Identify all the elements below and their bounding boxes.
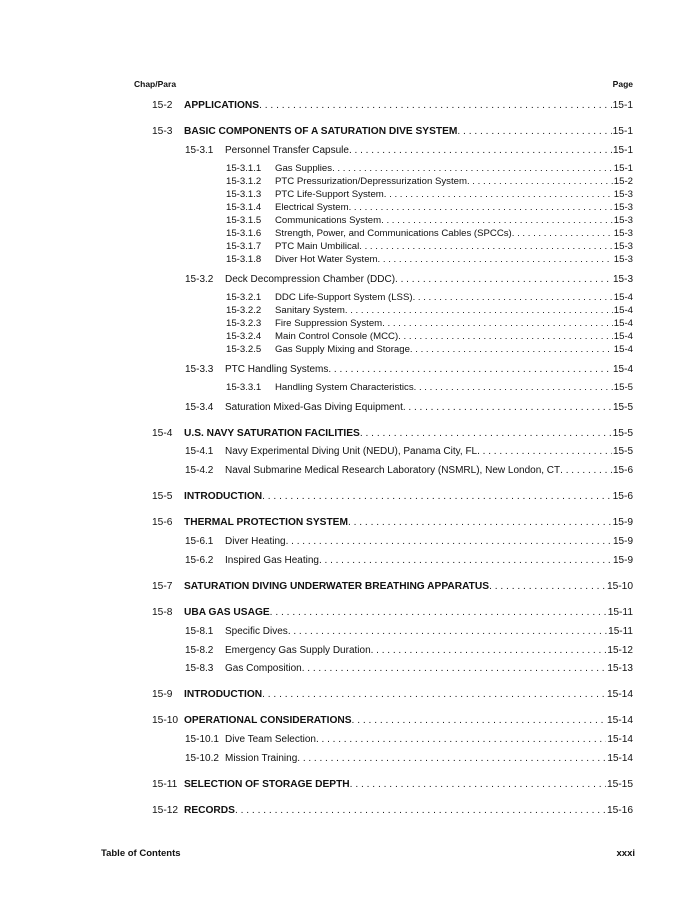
toc-entry-title: Gas Supplies <box>275 163 333 174</box>
toc-entry[interactable] <box>185 644 633 656</box>
toc-entry[interactable] <box>152 688 633 700</box>
dot-leader <box>359 241 613 252</box>
toc-entry[interactable] <box>152 804 633 816</box>
toc-entry[interactable] <box>152 99 633 111</box>
toc-entry[interactable] <box>152 427 633 439</box>
toc-entry-number: 15-8.2 <box>185 645 214 656</box>
toc-entry-page: 15-10 <box>606 581 633 592</box>
dot-leader <box>286 536 612 547</box>
toc-entry[interactable] <box>226 176 633 187</box>
dot-leader <box>489 581 606 592</box>
toc-entry-number: 15-9 <box>152 689 173 700</box>
toc-entry-page: 15-3 <box>613 254 633 265</box>
toc-entry-page: 15-14 <box>607 753 633 764</box>
dot-leader <box>382 318 613 329</box>
toc-entry-title: THERMAL PROTECTION SYSTEM <box>184 517 348 528</box>
toc-entry-title: Main Control Console (MCC) <box>275 331 399 342</box>
toc-entry-page: 15-4 <box>613 292 633 303</box>
toc-entry-number: 15-8 <box>152 607 173 618</box>
toc-entry-number: 15-3.3.1 <box>226 382 262 393</box>
dot-leader <box>350 779 606 790</box>
toc-entry[interactable] <box>152 778 633 790</box>
toc-entry-number: 15-12 <box>152 805 179 816</box>
toc-entry-number: 15-6.1 <box>185 536 214 547</box>
toc-entry-title: Naval Submarine Medical Research Laboratory (NSMRL), New London, CT <box>225 465 561 476</box>
toc-entry[interactable] <box>185 752 633 764</box>
toc-entry-title: Dive Team Selection <box>225 734 316 745</box>
toc-entry-page: 15-11 <box>607 607 633 618</box>
toc-entry-number: 15-7 <box>152 581 173 592</box>
toc-entry-number: 15-11 <box>152 779 178 790</box>
toc-entry-title: OPERATIONAL CONSIDERATIONS <box>184 715 352 726</box>
dot-leader <box>302 663 607 674</box>
toc-entry-page: 15-4 <box>613 318 633 329</box>
toc-entry-title: PTC Pressurization/Depressurization System <box>275 176 467 187</box>
toc-entry-title: Mission Training <box>225 753 298 764</box>
toc-entry[interactable] <box>226 163 633 174</box>
dot-leader <box>414 382 613 393</box>
toc-entry-number: 15-6.2 <box>185 555 214 566</box>
toc-entry-number: 15-3.1.6 <box>226 228 262 239</box>
toc-entry[interactable] <box>226 382 633 393</box>
toc-entry[interactable] <box>152 714 633 726</box>
toc-entry[interactable] <box>226 202 633 213</box>
toc-entry-page: 15-3 <box>613 189 633 200</box>
toc-entry-page: 15-9 <box>612 536 633 547</box>
toc-entry-title: Deck Decompression Chamber (DDC) <box>225 274 396 285</box>
toc-entry-number: 15-10.2 <box>185 753 219 764</box>
toc-entry[interactable] <box>226 292 633 303</box>
toc-entry-page: 15-5 <box>613 382 633 393</box>
toc-entry[interactable] <box>226 254 633 265</box>
toc-entry-title: INTRODUCTION <box>184 689 263 700</box>
toc-entry-title: Specific Dives <box>225 626 288 637</box>
toc-entry-page: 15-4 <box>613 344 633 355</box>
toc-entry-number: 15-3.2.3 <box>226 318 262 329</box>
toc-entry-title: Electrical System <box>275 202 349 213</box>
toc-entry[interactable] <box>226 189 633 200</box>
toc-entry-title: Handling System Characteristics <box>275 382 414 393</box>
toc-entry[interactable] <box>185 401 633 413</box>
dot-leader <box>345 305 613 316</box>
dot-leader <box>512 228 613 239</box>
dot-leader <box>316 734 606 745</box>
toc-entry-page: 15-13 <box>607 663 633 674</box>
toc-entry-page: 15-1 <box>612 100 633 111</box>
toc-entry-number: 15-3.1.4 <box>226 202 262 213</box>
toc-entry-number: 15-3.1.2 <box>226 176 262 187</box>
toc-entry-page: 15-5 <box>612 402 633 413</box>
toc-entry-title: RECORDS <box>184 805 235 816</box>
toc-entry-page: 15-14 <box>606 715 633 726</box>
dot-leader <box>235 805 606 816</box>
toc-entry[interactable] <box>152 490 633 502</box>
dot-leader <box>398 331 613 342</box>
toc-entry[interactable] <box>152 580 633 592</box>
dot-leader <box>457 126 611 137</box>
dot-leader <box>395 274 612 285</box>
dot-leader <box>360 428 612 439</box>
toc-entry-page: 15-4 <box>613 331 633 342</box>
toc-entry-page: 15-6 <box>612 491 633 502</box>
toc-entry-page: 15-12 <box>607 645 633 656</box>
toc-entry[interactable] <box>185 464 633 476</box>
toc-entry[interactable] <box>185 662 633 674</box>
toc-entry-title: PTC Main Umbilical <box>275 241 360 252</box>
toc-entry-number: 15-3.4 <box>185 402 214 413</box>
toc-entry-title: Emergency Gas Supply Duration <box>225 645 371 656</box>
toc-entry-number: 15-3.2.2 <box>226 305 262 316</box>
toc-entry-number: 15-3.1.1 <box>226 163 262 174</box>
toc-entry[interactable] <box>226 331 633 342</box>
toc-entry-title: Sanitary System <box>275 305 345 316</box>
toc-entry-title: PTC Handling Systems <box>225 364 329 375</box>
toc-entry[interactable] <box>185 625 633 637</box>
toc-entry-number: 15-3 <box>152 126 173 137</box>
toc-entry-page: 15-11 <box>608 626 633 637</box>
toc-entry-title: Navy Experimental Diving Unit (NEDU), Panama City, FL <box>225 446 478 457</box>
toc-entry[interactable] <box>185 445 633 457</box>
toc-entry-number: 15-3.1.8 <box>226 254 262 265</box>
toc-entry[interactable] <box>226 318 633 329</box>
column-header-page: Page <box>612 79 633 89</box>
toc-entry-title: BASIC COMPONENTS OF A SATURATION DIVE SYSTEM <box>184 126 458 137</box>
toc-entry-title: Saturation Mixed-Gas Diving Equipment <box>225 402 403 413</box>
toc-entry-page: 15-6 <box>612 465 633 476</box>
toc-entry-title: UBA GAS USAGE <box>184 607 270 618</box>
dot-leader <box>381 215 613 226</box>
dot-leader <box>384 189 613 200</box>
toc-entry-number: 15-3.3 <box>185 364 214 375</box>
toc-entry-number: 15-4 <box>152 428 173 439</box>
toc-entry-page: 15-5 <box>612 428 633 439</box>
toc-entry-number: 15-3.1.3 <box>226 189 262 200</box>
toc-entry-title: Diver Hot Water System <box>275 254 378 265</box>
dot-leader <box>349 145 612 156</box>
toc-entry[interactable] <box>185 535 633 547</box>
toc-entry-page: 15-1 <box>612 126 633 137</box>
toc-entry[interactable] <box>152 606 633 618</box>
toc-entry[interactable] <box>226 305 633 316</box>
toc-entry[interactable] <box>185 273 633 285</box>
dot-leader <box>349 202 613 213</box>
dot-leader <box>328 364 612 375</box>
toc-entry-page: 15-16 <box>606 805 633 816</box>
toc-entry[interactable] <box>185 554 633 566</box>
toc-entry[interactable] <box>185 733 633 745</box>
toc-entry[interactable] <box>226 344 633 355</box>
toc-entry-number: 15-6 <box>152 517 173 528</box>
dot-leader <box>352 715 606 726</box>
toc-entry-number: 15-10 <box>152 715 179 726</box>
toc-entry[interactable] <box>185 363 633 375</box>
toc-entry-number: 15-3.1.5 <box>226 215 262 226</box>
footer-title: Table of Contents <box>101 848 181 859</box>
toc-entry-title: Communications System <box>275 215 382 226</box>
dot-leader <box>560 465 612 476</box>
toc-entry-number: 15-5 <box>152 491 173 502</box>
toc-entry-page: 15-3 <box>612 274 633 285</box>
toc-entry-page: 15-14 <box>607 734 633 745</box>
toc-entry-number: 15-3.1 <box>185 145 214 156</box>
toc-entry-title: U.S. NAVY SATURATION FACILITIES <box>184 428 360 439</box>
toc-entry[interactable] <box>226 241 633 252</box>
toc-entry[interactable] <box>226 228 633 239</box>
toc-entry-page: 15-3 <box>613 228 633 239</box>
dot-leader <box>288 626 607 637</box>
dot-leader <box>262 689 606 700</box>
toc-entry-title: Diver Heating <box>225 536 286 547</box>
toc-entry-page: 15-3 <box>613 241 633 252</box>
toc-entry-page: 15-9 <box>612 517 633 528</box>
toc-entry[interactable] <box>226 215 633 226</box>
dot-leader <box>259 100 612 111</box>
toc-entry-page: 15-5 <box>612 446 633 457</box>
toc-entry-page: 15-15 <box>606 779 633 790</box>
toc-entry-title: Strength, Power, and Communications Cables (SPCCs) <box>275 228 512 239</box>
dot-leader <box>332 163 613 174</box>
toc-entry-title: INTRODUCTION <box>184 491 263 502</box>
dot-leader <box>319 555 612 566</box>
toc-entry-number: 15-3.2.1 <box>226 292 262 303</box>
toc-entry-number: 15-4.1 <box>185 446 214 457</box>
toc-entry-title: Gas Composition <box>225 663 302 674</box>
toc-entry-title: Fire Suppression System <box>275 318 383 329</box>
dot-leader <box>262 491 612 502</box>
toc-entry-title: SATURATION DIVING UNDERWATER BREATHING APPARATUS <box>184 581 490 592</box>
toc-entry-number: 15-3.1.7 <box>226 241 262 252</box>
toc-entry-title: PTC Life-Support System <box>275 189 384 200</box>
dot-leader <box>348 517 612 528</box>
dot-leader <box>270 607 607 618</box>
column-header-chap-para: Chap/Para <box>134 79 177 89</box>
toc-entry-title: APPLICATIONS <box>184 100 260 111</box>
dot-leader <box>413 292 613 303</box>
dot-leader <box>403 402 612 413</box>
toc-entry-number: 15-3.2.4 <box>226 331 262 342</box>
toc-entry-page: 15-4 <box>613 305 633 316</box>
toc-entry-number: 15-3.2 <box>185 274 214 285</box>
dot-leader <box>371 645 607 656</box>
toc-entry-number: 15-10.1 <box>185 734 219 745</box>
footer-page-number: xxxi <box>616 848 635 859</box>
toc-entry-page: 15-4 <box>612 364 633 375</box>
toc-entry-title: Personnel Transfer Capsule <box>225 145 349 156</box>
toc-entry-number: 15-8.3 <box>185 663 214 674</box>
toc-entry-title: Inspired Gas Heating <box>225 555 319 566</box>
toc-entry-page: 15-3 <box>613 215 633 226</box>
toc-entry-title: DDC Life-Support System (LSS) <box>275 292 413 303</box>
toc-entry-page: 15-1 <box>612 145 633 156</box>
toc-entry[interactable] <box>152 125 633 137</box>
dot-leader <box>410 344 613 355</box>
toc-entry[interactable] <box>152 516 633 528</box>
toc-entry-title: SELECTION OF STORAGE DEPTH <box>184 779 350 790</box>
toc-entry-number: 15-2 <box>152 100 173 111</box>
toc-entry[interactable] <box>185 144 633 156</box>
toc-entry-page: 15-3 <box>613 202 633 213</box>
toc-entry-number: 15-4.2 <box>185 465 214 476</box>
dot-leader <box>378 254 613 265</box>
toc-entry-page: 15-9 <box>612 555 633 566</box>
toc-entry-page: 15-1 <box>613 163 633 174</box>
toc-entry-page: 15-14 <box>606 689 633 700</box>
dot-leader <box>477 446 612 457</box>
toc-entry-title: Gas Supply Mixing and Storage <box>275 344 410 355</box>
toc-entry-page: 15-2 <box>613 176 633 187</box>
dot-leader <box>467 176 613 187</box>
toc-entry-number: 15-8.1 <box>185 626 214 637</box>
dot-leader <box>297 753 606 764</box>
toc-entry-number: 15-3.2.5 <box>226 344 262 355</box>
